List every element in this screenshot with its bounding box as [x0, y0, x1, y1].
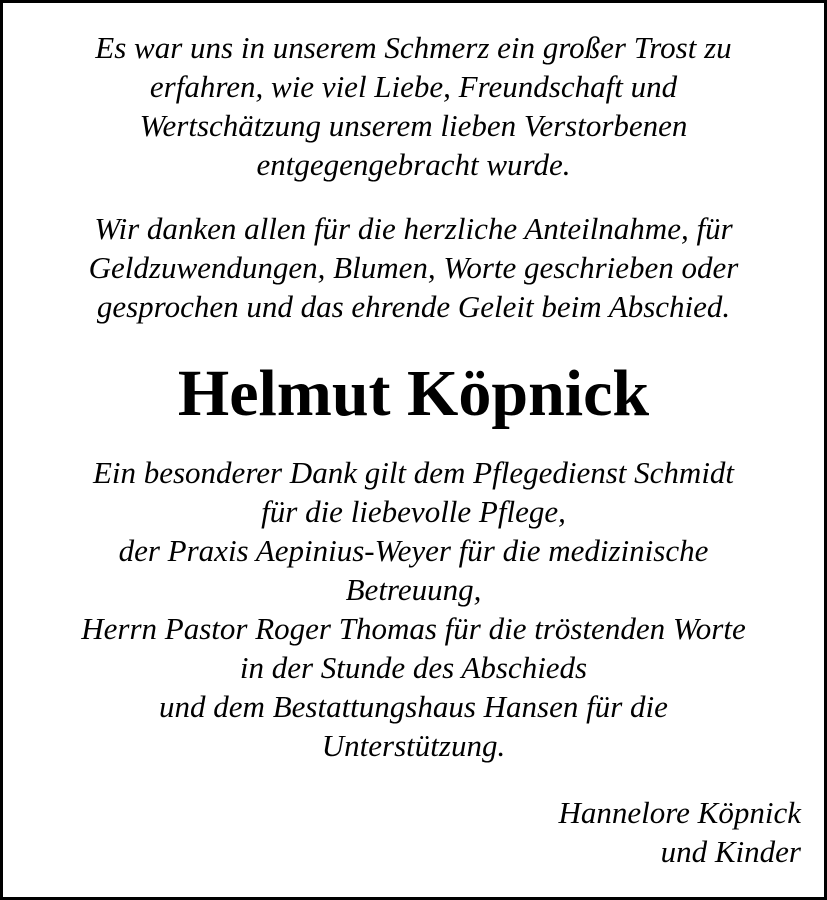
deceased-name: Helmut Köpnick [177, 357, 650, 430]
special-thanks-line: und dem Bestattungshaus Hansen für die [159, 689, 668, 724]
signature-line: und Kinder [660, 834, 801, 869]
special-thanks-line: Ein besonderer Dank gilt dem Pflegedienst Schmidt [92, 455, 735, 490]
intro-line: Es war uns in unserem Schmerz ein großer Trost zu [95, 30, 732, 65]
thanks-line: Wir danken allen für die herzliche Anteilnahme, für [94, 211, 733, 246]
special-thanks-line: Betreuung, [345, 572, 482, 607]
signature [559, 793, 802, 871]
intro-paragraph [0, 28, 827, 184]
intro-line: erfahren, wie viel Liebe, Freundschaft und [149, 69, 678, 104]
thanks-line: gesprochen und das ehrende Geleit beim Abschied. [96, 289, 731, 324]
special-thanks-line: in der Stunde des Abschieds [239, 650, 588, 685]
special-thanks-line: der Praxis Aepinius-Weyer für die medizinische [118, 533, 709, 568]
special-thanks-line: Herrn Pastor Roger Thomas für die tröstenden Worte [81, 611, 746, 646]
special-thanks-paragraph [0, 453, 827, 765]
thanks-paragraph [0, 209, 827, 326]
special-thanks-line: Unterstützung. [321, 728, 506, 763]
intro-line: entgegengebracht wurde. [256, 147, 571, 182]
special-thanks-line: für die liebevolle Pflege, [261, 494, 566, 529]
thanks-line: Geldzuwendungen, Blumen, Worte geschrieben oder [88, 250, 739, 285]
signature-line: Hannelore Köpnick [558, 795, 801, 830]
intro-line: Wertschätzung unserem lieben Verstorbenen [139, 108, 688, 143]
